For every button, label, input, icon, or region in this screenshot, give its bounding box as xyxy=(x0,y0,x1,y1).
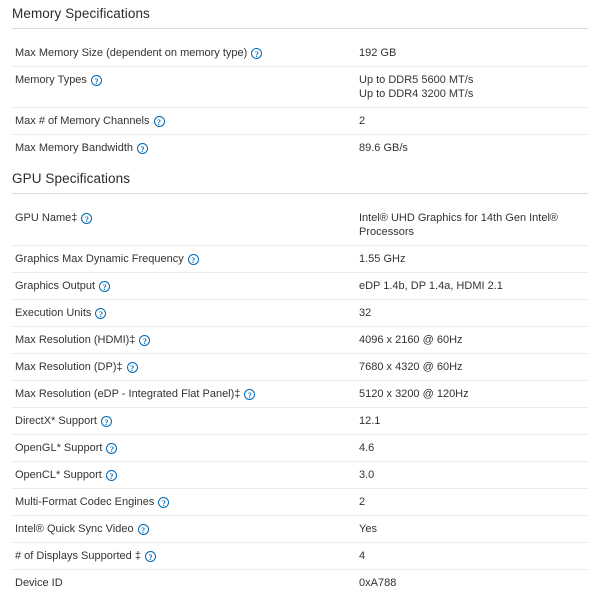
section-title: GPU Specifications xyxy=(12,161,588,194)
table-row xyxy=(12,300,588,327)
section-spacer xyxy=(12,194,588,205)
spec-value-cell xyxy=(359,435,588,462)
spec-label-cell xyxy=(12,67,359,108)
spec-value: 4096 x 2160 @ 60Hz xyxy=(359,333,588,347)
spec-value-cell xyxy=(359,40,588,67)
spec-value: 0xA788 xyxy=(359,576,588,590)
table-row xyxy=(12,67,588,108)
table-row xyxy=(12,205,588,246)
table-row xyxy=(12,327,588,354)
info-icon[interactable]: ? xyxy=(138,524,149,535)
spec-label: Max Resolution (eDP - Integrated Flat Panel)‡ xyxy=(15,388,240,400)
spec-label-cell xyxy=(12,300,359,327)
spec-value-cell xyxy=(359,67,588,108)
spec-value: 2 xyxy=(359,114,588,128)
spec-value-cell xyxy=(359,108,588,135)
spec-value-cell xyxy=(359,570,588,596)
spec-label-cell xyxy=(12,381,359,408)
spec-value-cell xyxy=(359,135,588,162)
info-icon[interactable]: ? xyxy=(91,75,102,86)
spec-label: Max # of Memory Channels xyxy=(15,115,150,127)
section-spacer xyxy=(12,29,588,40)
info-icon[interactable]: ? xyxy=(95,308,106,319)
spec-table xyxy=(12,205,588,596)
spec-value: Up to DDR5 5600 MT/s xyxy=(359,73,588,87)
spec-value-cell xyxy=(359,462,588,489)
spec-value-cell xyxy=(359,300,588,327)
info-icon[interactable]: ? xyxy=(251,48,262,59)
spec-value-cell xyxy=(359,327,588,354)
spec-value-cell xyxy=(359,205,588,246)
spec-section xyxy=(12,0,588,161)
spec-value: 3.0 xyxy=(359,468,588,482)
info-icon[interactable]: ? xyxy=(101,416,112,427)
spec-label-cell xyxy=(12,40,359,67)
spec-value-cell xyxy=(359,489,588,516)
spec-value-cell xyxy=(359,246,588,273)
spec-label: Max Memory Bandwidth xyxy=(15,142,133,154)
spec-value: 4 xyxy=(359,549,588,563)
spec-label: GPU Name‡ xyxy=(15,212,77,224)
table-row xyxy=(12,408,588,435)
table-row xyxy=(12,435,588,462)
table-row xyxy=(12,40,588,67)
spec-label-cell xyxy=(12,354,359,381)
spec-value: eDP 1.4b, DP 1.4a, HDMI 2.1 xyxy=(359,279,588,293)
spec-label-cell xyxy=(12,327,359,354)
spec-label: Max Memory Size (dependent on memory type) xyxy=(15,47,247,59)
spec-value: 5120 x 3200 @ 120Hz xyxy=(359,387,588,401)
info-icon[interactable]: ? xyxy=(139,335,150,346)
info-icon[interactable]: ? xyxy=(81,213,92,224)
spec-label-cell xyxy=(12,205,359,246)
table-row xyxy=(12,489,588,516)
spec-label: Max Resolution (DP)‡ xyxy=(15,361,123,373)
spec-label: Intel® Quick Sync Video xyxy=(15,523,134,535)
spec-label-cell xyxy=(12,273,359,300)
spec-sections xyxy=(12,0,588,596)
spec-value: 89.6 GB/s xyxy=(359,141,588,155)
spec-value: 7680 x 4320 @ 60Hz xyxy=(359,360,588,374)
spec-label-cell xyxy=(12,516,359,543)
spec-value-cell xyxy=(359,408,588,435)
table-row xyxy=(12,354,588,381)
table-row xyxy=(12,108,588,135)
spec-label-cell xyxy=(12,489,359,516)
spec-label: Execution Units xyxy=(15,307,91,319)
spec-label: Graphics Output xyxy=(15,280,95,292)
spec-label: OpenGL* Support xyxy=(15,442,102,454)
spec-value-cell xyxy=(359,516,588,543)
table-row xyxy=(12,516,588,543)
info-icon[interactable]: ? xyxy=(99,281,110,292)
spec-value: Up to DDR4 3200 MT/s xyxy=(359,87,588,101)
spec-table xyxy=(12,40,588,161)
table-row xyxy=(12,570,588,596)
spec-label-cell xyxy=(12,108,359,135)
spec-value: 12.1 xyxy=(359,414,588,428)
spec-value-cell xyxy=(359,381,588,408)
spec-label: Memory Types xyxy=(15,74,87,86)
spec-label: Multi-Format Codec Engines xyxy=(15,496,154,508)
spec-label-cell xyxy=(12,435,359,462)
info-icon[interactable]: ? xyxy=(188,254,199,265)
spec-label: # of Displays Supported ‡ xyxy=(15,550,141,562)
spec-label: Device ID xyxy=(15,577,63,589)
spec-value-cell xyxy=(359,273,588,300)
spec-label: Max Resolution (HDMI)‡ xyxy=(15,334,135,346)
info-icon[interactable]: ? xyxy=(145,551,156,562)
info-icon[interactable]: ? xyxy=(137,143,148,154)
table-row xyxy=(12,135,588,162)
spec-label-cell xyxy=(12,543,359,570)
section-title: Memory Specifications xyxy=(12,0,588,29)
info-icon[interactable]: ? xyxy=(154,116,165,127)
info-icon[interactable]: ? xyxy=(106,470,117,481)
spec-value: 1.55 GHz xyxy=(359,252,588,266)
info-icon[interactable]: ? xyxy=(244,389,255,400)
spec-label: Graphics Max Dynamic Frequency xyxy=(15,253,184,265)
spec-label-cell xyxy=(12,408,359,435)
info-icon[interactable]: ? xyxy=(158,497,169,508)
spec-value-cell xyxy=(359,354,588,381)
spec-value: Intel® UHD Graphics for 14th Gen Intel® Processors xyxy=(359,211,588,239)
spec-value: Yes xyxy=(359,522,588,536)
spec-value-cell xyxy=(359,543,588,570)
spec-label-cell xyxy=(12,570,359,596)
table-row xyxy=(12,462,588,489)
table-row xyxy=(12,273,588,300)
spec-label-cell xyxy=(12,462,359,489)
table-row xyxy=(12,381,588,408)
spec-label-cell xyxy=(12,246,359,273)
info-icon[interactable]: ? xyxy=(127,362,138,373)
spec-value: 4.6 xyxy=(359,441,588,455)
spec-value: 192 GB xyxy=(359,46,588,60)
table-row xyxy=(12,246,588,273)
info-icon[interactable]: ? xyxy=(106,443,117,454)
spec-label: OpenCL* Support xyxy=(15,469,102,481)
spec-section xyxy=(12,161,588,596)
table-row xyxy=(12,543,588,570)
spec-value: 32 xyxy=(359,306,588,320)
spec-value: 2 xyxy=(359,495,588,509)
spec-label: DirectX* Support xyxy=(15,415,97,427)
spec-label-cell xyxy=(12,135,359,162)
